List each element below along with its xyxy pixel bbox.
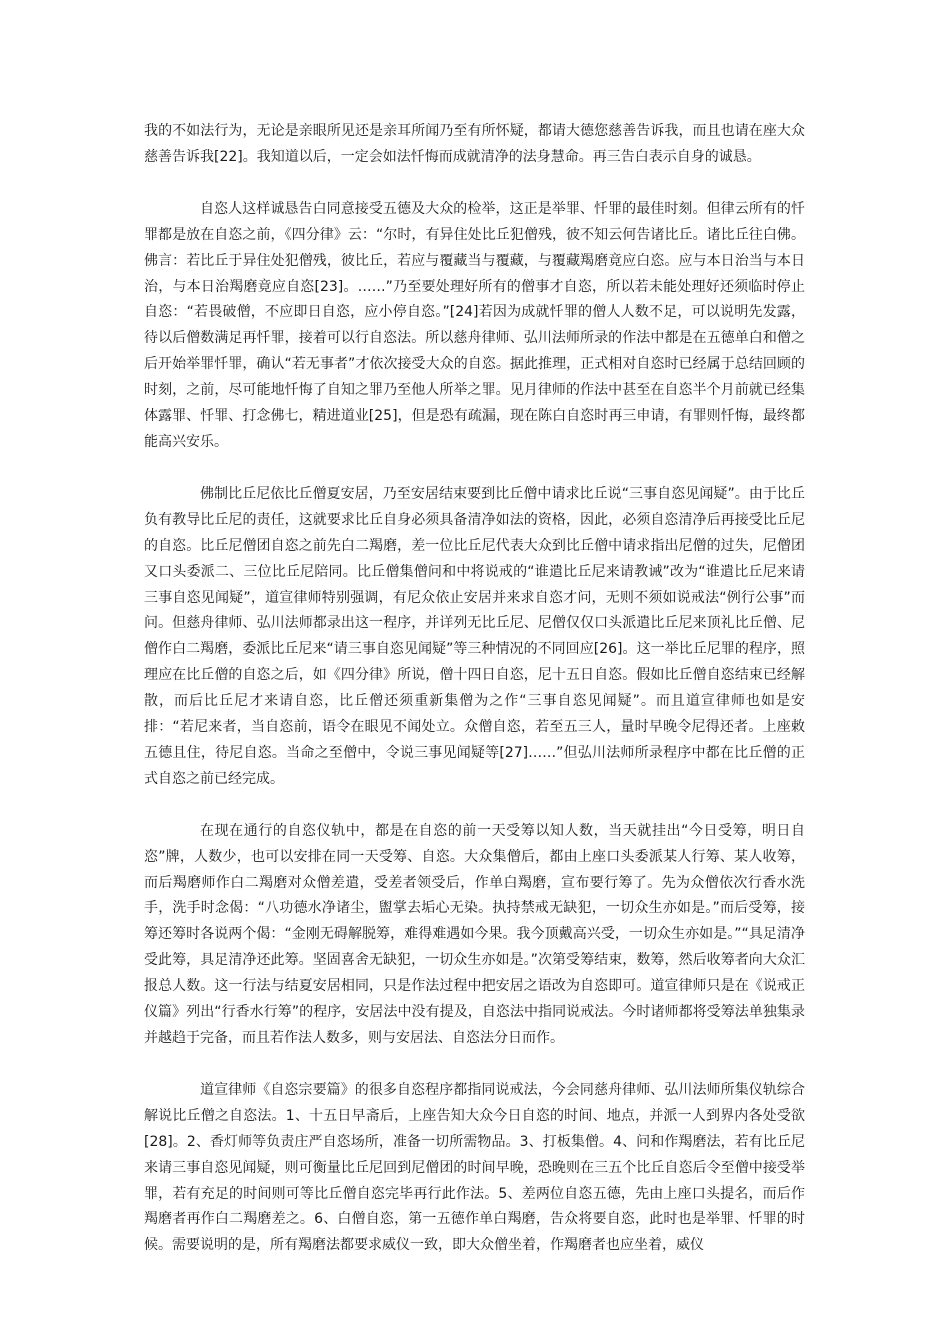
paragraph-2: 自恣人这样诚恳告白同意接受五德及大众的检举，这正是举罪、忏罪的最佳时刻。但律云所有的忏罪都是放在自恣之前，《四分律》云：“尔时，有异住处比丘犯僧残，彼不知云何告诸比丘。诸比丘往白佛。佛言：若比丘于异住处犯僧残，彼比丘，若应与覆藏当与覆藏，与覆藏羯磨竟应白恣。应与本日治当与本日治，与本日治羯磨竟应自恣[23]。……”乃至要处理好所有的僧事才自恣，所以若未能处理好还须临时停止自恣：“若畏破僧，不应即日自恣，应小停自恣。”[24]若因为成就忏罪的僧人人数不足，可以说明先发露，待以后僧数满足再忏罪，接着可以行自恣法。所以慈舟律师、弘川法师所录的作法中都是在五德单白和僧之后开始举罪忏罪，确认“若无事者”才依次接受大众的自恣。据此推理，正式相对自恣时已经属于总结回顾的时刻，之前，尽可能地忏悔了自知之罪乃至他人所举之罪。见月律师的作法中甚至在自恣半个月前就已经集体露罪、忏罪、打念佛七，精进道业[25]，但是恐有疏漏，现在陈白自恣时再三申请，有罪则忏悔，最终都能高兴安乐。 [144, 200, 805, 450]
paragraph-3: 佛制比丘尼依比丘僧夏安居，乃至安居结束要到比丘僧中请求比丘说“三事自恣见闻疑”。由于比丘负有教导比丘尼的责任，这就要求比丘自身必须具备清净如法的资格，因此，必须自恣清净后再接受比丘尼的自恣。比丘尼僧团自恣之前先白二羯磨，差一位比丘尼代表大众到比丘僧中请求指出尼僧的过失，尼僧团又口头委派二、三位比丘尼陪同。比丘僧集僧问和中将说戒的“谁遣比丘尼来请教诫”改为“谁遣比丘尼来请三事自恣见闻疑”，道宣律师特别强调，有尼众依止安居并来求自恣才问，无则不须如说戒法“例行公事”而问。但慈舟律师、弘川法师都录出这一程序，并详列无比丘尼、尼僧仅仅口头派遣比丘尼来顶礼比丘僧、尼僧作白二羯磨，委派比丘尼来“请三事自恣见闻疑”等三种情况的不同回应[26]。这一举比丘尼罪的程序，照理应在比丘僧的自恣之后，如《四分律》所说，僧十四日自恣，尼十五日自恣。假如比丘僧自恣结束已经解散，而后比丘尼才来请自恣，比丘僧还须重新集僧为之作“三事自恣见闻疑”。而且道宣律师也如是安排：“若尼来者，当自恣前，语令在眼见不闻处立。众僧自恣，若至五三人，量时早晚令尼得还者。上座敕五德且住，待尼自恣。当命之至僧中，令说三事见闻疑等[27]……”但弘川法师所录程序中都在比丘僧的正式自恣之前已经完成。 [144, 485, 805, 787]
paragraph-1: 我的不如法行为，无论是亲眼所见还是亲耳所闻乃至有所怀疑，都请大德您慈善告诉我，而且也请在座大众慈善告诉我[22]。我知道以后，一定会如法忏悔而成就清净的法身慧命。再三告白表示自身的诚恳。 [144, 123, 805, 165]
document-body [144, 119, 805, 1285]
paragraph-5: 道宣律师《自恣宗要篇》的很多自恣程序都指同说戒法，今会同慈舟律师、弘川法师所集仪轨综合解说比丘僧之自恣法。1、十五日早斋后，上座告知大众今日自恣的时间、地点，并派一人到界内各处受欲[28]。2、香灯师等负责庄严自恣场所，准备一切所需物品。3、打板集僧。4、问和作羯磨法，若有比丘尼来请三事自恣见闻疑，则可衡量比丘尼回到尼僧团的时间早晚，恐晚则在三五个比丘自恣后令至僧中接受举罪，若有充足的时间则可等比丘僧自恣完毕再行此作法。5、差两位自恣五德，先由上座口头提名，而后作羯磨者再作白二羯磨差之。6、白僧自恣，第一五德作单白羯磨，告众将要自恣，此时也是举罪、忏罪的时候。需要说明的是，所有羯磨法都要求威仪一致，即大众僧坐着，作羯磨者也应坐着，威仪 [144, 1081, 805, 1254]
paragraph-4: 在现在通行的自恣仪轨中，都是在自恣的前一天受筹以知人数，当天就挂出“今日受筹，明日自恣”牌，人数少，也可以安排在同一天受筹、自恣。大众集僧后，都由上座口头委派某人行筹、某人收筹，而后羯磨师作白二羯磨对众僧差遣，受差者领受后，作单白羯磨，宣布要行筹了。先为众僧依次行香水洗手，洗手时念偈：“八功德水净诸尘，盥掌去垢心无染。执持禁戒无缺犯，一切众生亦如是。”而后受筹，接筹还筹时各说两个偈：“金刚无碍解脱筹，难得难遇如今果。我今顶戴高兴受，一切众生亦如是。”“具足清净受此筹，具足清净还此筹。坚固喜舍无缺犯，一切众生亦如是。”次第受筹结束，数筹，然后收筹者向大众汇报总人数。这一行法与结夏安居相同，只是作法过程中把安居之语改为自恣即可。道宣律师只是在《说戒正仪篇》列出“行香水行筹”的程序，安居法中没有提及，自恣法中指同说戒法。今时诸师都将受筹法单独集录并越趋于完备，而且若作法人数多，则与安居法、自恣法分日而作。 [144, 822, 805, 1046]
